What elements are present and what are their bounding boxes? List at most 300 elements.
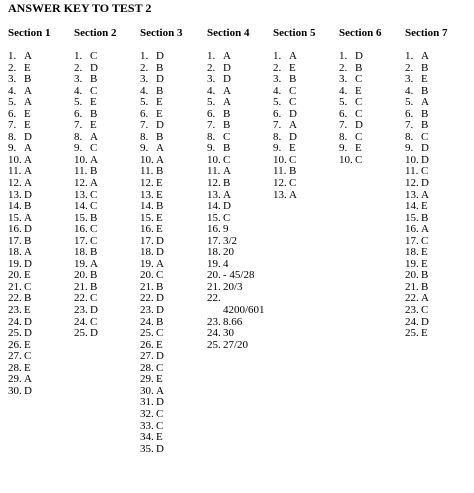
question-number: 13. [405, 188, 419, 201]
answer-value: B [90, 246, 98, 259]
question-number: 3. [74, 73, 83, 86]
answer-value: E [156, 223, 163, 236]
answer-value: A [289, 188, 297, 201]
answer-value: D [156, 50, 164, 62]
answer-value: D [156, 246, 164, 259]
answer-value: B [90, 107, 98, 120]
answer-value: A [223, 165, 231, 178]
answer-value: A [90, 130, 98, 143]
answer-row [339, 97, 381, 109]
question-number: 20. [207, 269, 221, 282]
question-number: 1. [207, 50, 216, 62]
answer-value: A [156, 257, 164, 270]
question-number: 25. [140, 327, 154, 340]
question-number: 22. [405, 292, 419, 305]
question-number: 5. [339, 96, 348, 109]
answer-value: E [156, 373, 163, 386]
question-number: 18. [405, 246, 419, 259]
question-number: 29. [8, 373, 22, 386]
question-number: 2. [405, 61, 414, 74]
answer-value: C [421, 165, 429, 178]
answer-row [8, 328, 50, 340]
question-number: 23. [8, 304, 22, 317]
answer-value: E [421, 327, 428, 340]
answer-value: B [421, 119, 429, 132]
answer-row [207, 97, 265, 109]
answer-value: A [24, 142, 32, 155]
answer-value: A [421, 96, 429, 109]
answer-value: B [90, 165, 98, 178]
answer-value: B [90, 269, 98, 282]
question-number: 12. [207, 177, 221, 190]
question-number: 3. [405, 73, 414, 86]
question-number: 15. [140, 211, 154, 224]
question-number: 11. [405, 165, 419, 178]
answer-value: A [223, 96, 231, 109]
answer-value: 20 [223, 246, 234, 259]
question-number: 8. [74, 130, 83, 143]
question-number: 19. [74, 257, 88, 270]
question-number: 10. [74, 153, 88, 166]
question-number: 20. [405, 269, 419, 282]
question-number: 14. [405, 200, 419, 213]
answer-row [140, 51, 182, 63]
answer-value: 9 [223, 223, 229, 236]
answer-value: D [223, 61, 231, 74]
answer-row [74, 74, 116, 86]
answer-value: C [223, 130, 231, 143]
question-number: 11. [207, 165, 221, 178]
answer-value: E [421, 200, 428, 213]
answer-value: E [90, 96, 97, 109]
answer-value: D [24, 315, 32, 328]
question-number: 10. [207, 153, 221, 166]
answer-row [8, 201, 50, 213]
question-number: 16. [8, 223, 22, 236]
answer-row [140, 97, 182, 109]
answer-row [405, 328, 447, 340]
question-number: 18. [74, 246, 88, 259]
question-number: 12. [140, 177, 154, 190]
question-number: 16. [74, 223, 88, 236]
answer-row [273, 178, 315, 190]
answer-value: B [24, 73, 32, 86]
question-number: 27. [140, 350, 154, 363]
section-header: Section 2 [74, 27, 117, 39]
question-number: 7. [207, 119, 216, 132]
question-number: 22. [8, 292, 22, 305]
question-number: 13. [74, 188, 88, 201]
answer-value: D [355, 50, 363, 62]
question-number: 7. [140, 119, 149, 132]
answer-value: A [24, 177, 32, 190]
question-number: 24. [74, 315, 88, 328]
answer-value: D [421, 142, 429, 155]
answer-value: B [90, 211, 98, 224]
answer-value: E [24, 119, 31, 132]
question-number: 7. [74, 119, 83, 132]
answer-value: C [355, 107, 363, 120]
question-number: 2. [74, 61, 83, 74]
question-number: 26. [8, 338, 22, 351]
answer-value: D [156, 119, 164, 132]
question-number: 5. [273, 96, 282, 109]
answer-value: D [289, 107, 297, 120]
answer-value: 4200/601 [223, 304, 265, 317]
answer-row [8, 74, 50, 86]
question-number: 11. [273, 165, 287, 178]
question-number: 27. [8, 350, 22, 363]
question-number: 8. [405, 130, 414, 143]
answer-row [74, 178, 116, 190]
answer-value: D [156, 396, 164, 409]
answer-value: D [156, 442, 164, 455]
answer-value: C [421, 234, 429, 247]
question-number: 8. [8, 130, 17, 143]
answer-value: E [156, 211, 163, 224]
question-number: 12. [8, 177, 22, 190]
question-number: 14. [207, 200, 221, 213]
answer-value: C [355, 96, 363, 109]
answer-value: D [24, 188, 32, 201]
answer-value: D [156, 292, 164, 305]
answer-value: E [289, 61, 296, 74]
answer-value: A [223, 188, 231, 201]
question-number: 21. [8, 280, 22, 293]
answer-row [140, 74, 182, 86]
answer-value: A [24, 246, 32, 259]
answer-value: A [24, 165, 32, 178]
answer-row [140, 409, 182, 421]
question-number: 15. [74, 211, 88, 224]
answer-row [74, 328, 116, 340]
question-number: 24. [405, 315, 419, 328]
question-number: 13. [207, 188, 221, 201]
answer-value: D [156, 73, 164, 86]
answer-value: 27/20 [223, 338, 249, 351]
answer-value: C [289, 177, 297, 190]
question-number: 1. [339, 50, 348, 62]
answer-row [8, 51, 50, 63]
answer-row [207, 340, 265, 352]
question-number: 31. [140, 396, 154, 409]
question-number: 6. [140, 107, 149, 120]
answer-value: E [90, 119, 97, 132]
question-number: 16. [207, 223, 221, 236]
answer-value: C [355, 73, 363, 86]
answer-value: D [90, 304, 98, 317]
answer-value: E [24, 304, 31, 317]
question-number: 4. [140, 84, 149, 97]
answer-value: A [156, 142, 164, 155]
answer-value: A [90, 177, 98, 190]
answer-value: C [24, 350, 32, 363]
question-number: 14. [140, 200, 154, 213]
question-number: 1. [140, 50, 149, 62]
question-number: 22. [140, 292, 154, 305]
answer-value: B [421, 211, 429, 224]
answer-value: B [421, 107, 429, 120]
answer-row [339, 74, 381, 86]
answer-value: A [289, 50, 297, 62]
section-header: Section 7 [405, 27, 448, 39]
question-number: 25. [74, 327, 88, 340]
section-header: Section 4 [207, 27, 250, 39]
question-number: 22. [207, 292, 221, 305]
question-number: 7. [339, 119, 348, 132]
answer-value: B [289, 73, 297, 86]
answer-value: A [156, 153, 164, 166]
answer-row [207, 109, 265, 121]
answer-value: D [156, 304, 164, 317]
answer-value: 20/3 [223, 280, 243, 293]
answer-row [207, 63, 265, 75]
section-1-column [8, 27, 50, 397]
question-number: 17. [74, 234, 88, 247]
answer-value: C [289, 153, 297, 166]
answer-list [207, 51, 265, 351]
answer-value: D [289, 130, 297, 143]
answer-value: A [223, 50, 231, 62]
answer-row [273, 51, 315, 63]
question-number: 2. [140, 61, 149, 74]
answer-value: A [421, 292, 429, 305]
answer-value: E [24, 361, 31, 374]
question-number: 32. [140, 407, 154, 420]
answer-row [8, 97, 50, 109]
question-number: 15. [8, 211, 22, 224]
question-number: 3. [8, 73, 17, 86]
answer-row [140, 328, 182, 340]
question-number: 20. [8, 269, 22, 282]
question-number: 26. [140, 338, 154, 351]
answer-value: 8.66 [223, 315, 243, 328]
answer-value: C [355, 130, 363, 143]
answer-value: D [90, 327, 98, 340]
section-header: Section 3 [140, 27, 183, 39]
answer-row [339, 51, 381, 63]
answer-value: D [24, 257, 32, 270]
answer-value: A [24, 153, 32, 166]
question-number: 19. [8, 257, 22, 270]
question-number: 33. [140, 419, 154, 432]
answer-value: E [24, 338, 31, 351]
answer-row [405, 74, 447, 86]
question-number: 30. [8, 384, 22, 397]
answer-value: D [156, 350, 164, 363]
question-number: 6. [339, 107, 348, 120]
answer-row [273, 190, 315, 202]
answer-row [74, 305, 116, 317]
question-number: 6. [8, 107, 17, 120]
answer-row [207, 178, 265, 190]
question-number: 15. [207, 211, 221, 224]
answer-row [140, 201, 182, 213]
question-number: 11. [140, 165, 154, 178]
question-number: 5. [405, 96, 414, 109]
section-4-column [207, 27, 265, 351]
question-number: 5. [74, 96, 83, 109]
answer-value: C [90, 315, 98, 328]
question-number: 9. [273, 142, 282, 155]
answer-value: C [421, 304, 429, 317]
answer-value: D [223, 73, 231, 86]
answer-value: D [24, 327, 32, 340]
answer-value: C [90, 50, 98, 62]
answer-list [273, 51, 315, 201]
answer-value: 30 [223, 327, 234, 340]
question-number: 12. [405, 177, 419, 190]
question-number: 2. [8, 61, 17, 74]
section-2-column [74, 27, 116, 340]
answer-value: C [156, 419, 164, 432]
answer-row [140, 305, 182, 317]
answer-value: 4 [223, 257, 229, 270]
question-number: 12. [74, 177, 88, 190]
answer-value: C [156, 361, 164, 374]
question-number: 29. [140, 373, 154, 386]
answer-value: B [355, 61, 363, 74]
answer-row [8, 305, 50, 317]
question-number: 10. [405, 153, 419, 166]
question-number: 9. [140, 142, 149, 155]
answer-value: C [90, 223, 98, 236]
question-number: 14. [8, 200, 22, 213]
answer-row [339, 155, 381, 167]
question-number: 1. [8, 50, 17, 62]
answer-value: E [156, 107, 163, 120]
question-number: 10. [273, 153, 287, 166]
question-number: 4. [8, 84, 17, 97]
answer-value: A [24, 96, 32, 109]
question-number: 17. [405, 234, 419, 247]
answer-row [207, 132, 265, 144]
answer-value: A [90, 153, 98, 166]
answer-row [207, 51, 265, 63]
question-number: 19. [207, 257, 221, 270]
answer-value: C [90, 292, 98, 305]
answer-value: B [421, 84, 429, 97]
answer-value: C [223, 153, 231, 166]
question-number: 10. [140, 153, 154, 166]
question-number: 9. [405, 142, 414, 155]
question-number: 2. [207, 61, 216, 74]
answer-value: B [223, 177, 231, 190]
question-number: 1. [405, 50, 414, 62]
question-number: 1. [273, 50, 282, 62]
question-number: 6. [273, 107, 282, 120]
question-number: 14. [74, 200, 88, 213]
answer-value: E [156, 338, 163, 351]
question-number: 24. [140, 315, 154, 328]
answer-row [405, 51, 447, 63]
question-number: 2. [273, 61, 282, 74]
answer-value: E [156, 188, 163, 201]
answer-value: C [421, 130, 429, 143]
question-number: 6. [74, 107, 83, 120]
answer-row [207, 74, 265, 86]
question-number: 3. [140, 73, 149, 86]
answer-value: B [421, 61, 429, 74]
answer-row [207, 328, 265, 340]
answer-row [405, 305, 447, 317]
answer-value: A [24, 50, 32, 62]
answer-value: D [156, 234, 164, 247]
answer-row [74, 51, 116, 63]
answer-row [74, 201, 116, 213]
answer-value: B [156, 165, 164, 178]
answer-value: A [156, 384, 164, 397]
question-number: 4. [339, 84, 348, 97]
question-number: 35. [140, 442, 154, 455]
question-number: 9. [8, 142, 17, 155]
question-number: 10. [339, 153, 353, 166]
answer-row [273, 97, 315, 109]
question-number: 1. [74, 50, 83, 62]
answer-value: D [355, 119, 363, 132]
answer-value: C [24, 280, 32, 293]
section-header: Section 5 [273, 27, 316, 39]
answer-value: A [289, 119, 297, 132]
answer-row [140, 178, 182, 190]
answer-value: B [156, 130, 164, 143]
question-number: 25. [405, 327, 419, 340]
answer-value: E [156, 431, 163, 444]
question-number: 13. [140, 188, 154, 201]
question-number: 13. [273, 188, 287, 201]
question-number: 4. [207, 84, 216, 97]
question-number: 23. [140, 304, 154, 317]
question-number: 17. [207, 234, 221, 247]
question-number: 8. [273, 130, 282, 143]
answer-value: B [24, 200, 32, 213]
answer-value: A [223, 84, 231, 97]
answer-value: B [156, 200, 164, 213]
question-number: 21. [405, 280, 419, 293]
question-number: 5. [140, 96, 149, 109]
answer-value: 3/2 [223, 234, 238, 247]
answer-value: C [289, 84, 297, 97]
question-number: 2. [339, 61, 348, 74]
question-number: 6. [405, 107, 414, 120]
answer-list [74, 51, 116, 340]
answer-value: E [24, 61, 31, 74]
question-number: 16. [140, 223, 154, 236]
question-number: 22. [74, 292, 88, 305]
answer-row [140, 432, 182, 444]
question-number: 25. [8, 327, 22, 340]
question-number: 30. [140, 384, 154, 397]
question-number: 7. [405, 119, 414, 132]
answer-row [8, 178, 50, 190]
question-number: 5. [8, 96, 17, 109]
question-number: 25. [207, 338, 221, 351]
answer-value: B [156, 61, 164, 74]
answer-value: A [421, 50, 429, 62]
question-number: 3. [339, 73, 348, 86]
section-6-column [339, 27, 381, 166]
question-number: 7. [273, 119, 282, 132]
answer-value: - 45/28 [223, 269, 255, 282]
answer-value: C [156, 327, 164, 340]
answer-row [405, 97, 447, 109]
section-header: Section 6 [339, 27, 382, 39]
answer-value: C [223, 211, 231, 224]
answer-value: B [24, 292, 32, 305]
answer-value: B [156, 84, 164, 97]
answer-value: E [156, 177, 163, 190]
answer-value: B [223, 142, 231, 155]
